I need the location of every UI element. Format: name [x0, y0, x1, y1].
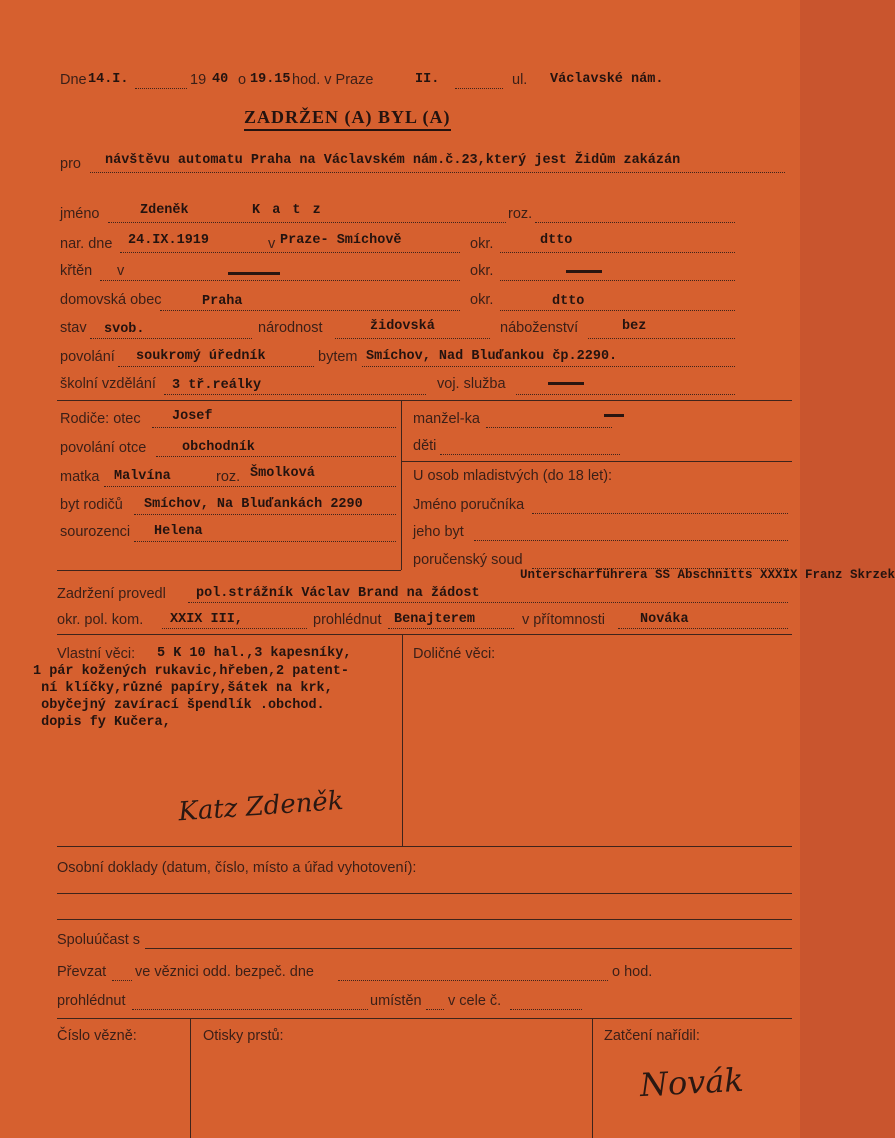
first-name-value: Zdeněk [140, 203, 189, 218]
prohlednut-line [388, 628, 514, 629]
pritomnost-line [618, 628, 788, 629]
okr-kom-line [162, 628, 307, 629]
district-value: II. [415, 72, 440, 87]
doklady-line-1 [57, 893, 792, 894]
ul-label: ul. [512, 72, 528, 88]
o-hod-label: o hod. [612, 964, 653, 980]
nar-line [120, 252, 460, 253]
signature-text: Katz Zdeněk [177, 785, 345, 828]
parents-divider [401, 400, 402, 570]
jmeno-label: jméno [60, 206, 100, 222]
veznice-label: ve věznici odd. bezpeč. dne [135, 964, 314, 980]
povolani-otce-value: obchodník [182, 440, 255, 455]
voj-dash [548, 382, 584, 385]
pritomnost-value: Nováka [640, 612, 689, 627]
prohlednut-footer-line [132, 1009, 368, 1010]
narodnost-label: národnost [258, 320, 323, 336]
date-line [135, 88, 187, 89]
umisten-line [426, 1009, 444, 1010]
stav-value: svob. [104, 322, 145, 337]
belongings-bottom-rule [57, 846, 792, 847]
birth-date-value: 24.IX.1919 [128, 233, 210, 248]
porucnik-byt-label: jeho byt [413, 524, 464, 540]
krten-okr-line [500, 280, 735, 281]
roz-label: roz. [508, 206, 533, 222]
reason-line [90, 172, 785, 173]
domovska-label: domovská obec [60, 292, 162, 308]
krten-okr-label: okr. [470, 263, 494, 279]
form-title: ZADRŽEN (A) BYL (A) [244, 107, 451, 131]
o-label: o [238, 72, 247, 88]
matka-roz-value: Šmolková [250, 466, 315, 481]
superscript-value: Unterscharführera SS Abschnitts XXXIX Franz Skrzek [520, 568, 895, 582]
stav-line [90, 338, 252, 339]
birth-okr-value: dtto [540, 233, 573, 248]
bytem-value: Smíchov, Nad Bluďankou čp.2290. [366, 349, 618, 364]
minor-top-rule [401, 461, 792, 462]
prevzat-label: Převzat [57, 964, 107, 980]
year-prefix: 19 [190, 72, 207, 88]
povolani-otce-line [156, 456, 396, 457]
roz-line [535, 222, 735, 223]
vlastni-veci-label: Vlastní věci: [57, 646, 136, 662]
manzel-label: manžel-ka [413, 411, 480, 427]
veznice-line [338, 980, 608, 981]
krten-okr-dash [566, 270, 602, 273]
bytem-label: bytem [318, 349, 358, 365]
bytem-line [362, 366, 735, 367]
spoluucast-line [145, 948, 792, 949]
voj-label: voj. služba [437, 376, 506, 392]
voj-line [516, 394, 735, 395]
nabozenstvi-line [588, 338, 735, 339]
cele-label: v cele č. [448, 993, 502, 1009]
belongings-more-lines: 1 pár kožených rukavic,hřeben,2 patent- ní klíčky,různé papíry,šátek na krk, obyčejný zavírací špendlík .obchod. dopis fy Kučera, [33, 664, 349, 730]
krten-v-label: v [117, 263, 125, 279]
doklady-line-2 [57, 919, 792, 920]
birth-place-value: Praze- Smíchově [280, 233, 402, 248]
prohlednut-label: prohlédnut [313, 612, 382, 628]
zatceni-label: Zatčení nařídil: [604, 1028, 700, 1044]
prohlednut-footer-label: prohlédnut [57, 993, 126, 1009]
manzel-line [486, 427, 612, 428]
otec-value: Josef [172, 409, 213, 424]
bottom-box-divider-2 [592, 1018, 593, 1138]
prevzat-line [112, 980, 132, 981]
doklady-label: Osobní doklady (datum, číslo, místo a úřad vyhotovení): [57, 860, 417, 876]
parents-bottom-rule [57, 570, 401, 571]
povolani-value: soukromý úředník [136, 349, 266, 364]
porucnik-label: Jméno poručníka [413, 497, 525, 513]
prohlednut-value: Benajterem [394, 612, 476, 627]
birth-v-label: v [268, 236, 276, 252]
krten-line [100, 280, 460, 281]
detainee-signature [170, 772, 395, 832]
sourozenci-value: Helena [154, 524, 203, 539]
krten-label: křtěn [60, 263, 93, 279]
parents-top-rule [57, 400, 792, 401]
umisten-label: umístěn [370, 993, 422, 1009]
povolani-line [118, 366, 314, 367]
nar-label: nar. dne [60, 236, 113, 252]
povolani-label: povolání [60, 349, 115, 365]
domovska-line [160, 310, 460, 311]
manzel-dash [604, 414, 624, 417]
nabozenstvi-label: náboženství [500, 320, 579, 336]
reason-value: návštěvu automatu Praha na Václavském nám.č.23,který jest Židům zakázán [105, 153, 681, 168]
hod-praze-label: hod. v Praze [292, 72, 374, 88]
date-value: 14.I. [88, 72, 129, 87]
belongings-divider [402, 634, 403, 846]
matka-line [104, 486, 396, 487]
year-value: 40 [212, 72, 229, 87]
domovska-okr-value: dtto [552, 294, 585, 309]
stav-label: stav [60, 320, 87, 336]
birth-okr-line [500, 252, 735, 253]
okr-kom-value: XXIX III, [170, 612, 243, 627]
belongings-top-rule [57, 634, 792, 635]
skolni-line [164, 394, 426, 395]
cislo-vezne-label: Číslo vězně: [57, 1028, 137, 1044]
byt-value: Smíchov, Na Bluďankách 2290 [144, 497, 363, 512]
provedl-line [188, 602, 788, 603]
porucnik-byt-line [474, 540, 788, 541]
pro-label: pro [60, 156, 81, 172]
minor-header: U osob mladistvých (do 18 let): [413, 468, 613, 484]
narodnost-value: židovská [370, 319, 435, 334]
provedl-value: pol.strážník Václav Brand na žádost [196, 586, 480, 601]
domovska-okr-label: okr. [470, 292, 494, 308]
deti-label: děti [413, 438, 437, 454]
zatceni-signature-text: Novák [638, 1060, 745, 1105]
byt-label: byt rodičů [60, 497, 123, 513]
matka-label: matka [60, 469, 100, 485]
rodice-label: Rodiče: otec [60, 411, 141, 427]
skolni-value: 3 tř.reálky [172, 378, 262, 393]
deti-line [440, 454, 620, 455]
surname-value: K a t z [252, 203, 323, 218]
sourozenci-line [134, 541, 396, 542]
cele-line [510, 1009, 582, 1010]
birth-okr-label: okr. [470, 236, 494, 252]
dolicne-veci-label: Doličné věci: [413, 646, 496, 662]
ordering-officer-signature [630, 1055, 780, 1110]
matka-roz-label: roz. [216, 469, 241, 485]
soud-label: poručenský soud [413, 552, 523, 568]
nabozenstvi-value: bez [622, 319, 647, 334]
okr-kom-label: okr. pol. kom. [57, 612, 144, 628]
belongings-first-line: 5 K 10 hal.,3 kapesníky, [157, 646, 352, 661]
matka-value: Malvína [114, 469, 171, 484]
pritomnost-label: v přítomnosti [522, 612, 605, 628]
street-value: Václavské nám. [550, 72, 664, 87]
dne-label: Dne [60, 72, 87, 88]
krten-dash [228, 272, 280, 275]
domovska-value: Praha [202, 294, 243, 309]
sourozenci-label: sourozenci [60, 524, 131, 540]
bottom-box-divider-1 [190, 1018, 191, 1138]
bottom-box-top-rule [57, 1018, 792, 1019]
district-line [455, 88, 503, 89]
byt-line [134, 514, 396, 515]
porucnik-line [532, 513, 788, 514]
jmeno-line [108, 222, 506, 223]
skolni-label: školní vzdělání [60, 376, 156, 392]
povolani-otce-label: povolání otce [60, 440, 147, 456]
spoluucast-label: Spoluúčast s [57, 932, 141, 948]
provedl-label: Zadržení provedl [57, 586, 166, 602]
narodnost-line [335, 338, 490, 339]
time-value: 19.15 [250, 72, 291, 87]
otisky-label: Otisky prstů: [203, 1028, 284, 1044]
domovska-okr-line [500, 310, 735, 311]
otec-line [152, 427, 396, 428]
